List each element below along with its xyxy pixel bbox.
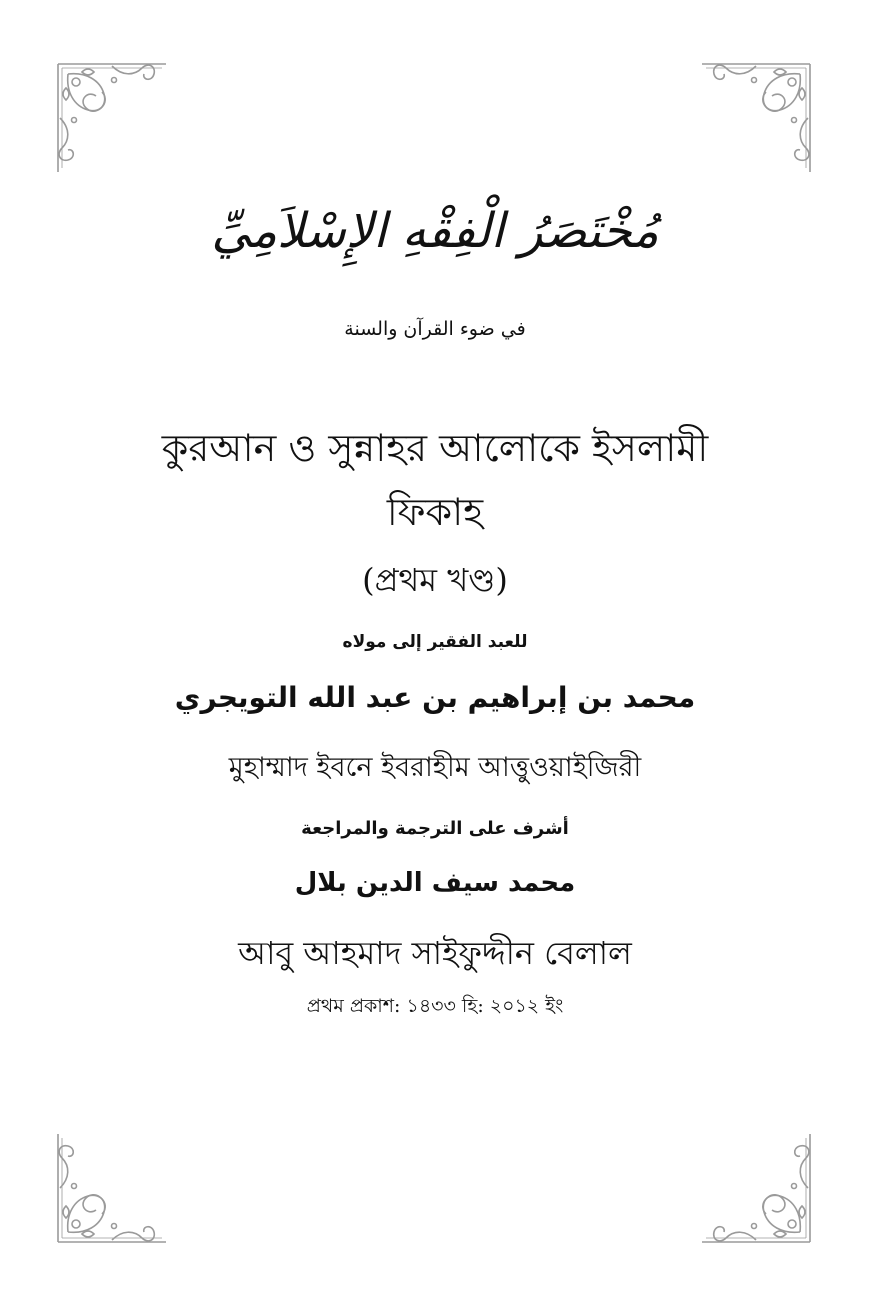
corner-ornament-icon (696, 58, 816, 178)
arabic-title: مُخْتَصَرُ الْفِقْهِ الإِسْلاَمِيِّ (211, 203, 659, 259)
bengali-title-line-2: ফিকাহ (386, 490, 484, 534)
corner-ornament-icon (696, 1128, 816, 1248)
supervision-label-arabic: أشرف على الترجمة والمراجعة (301, 818, 569, 839)
author-intro-arabic: للعبد الفقير إلى مولاه (342, 632, 528, 652)
volume-label: (প্রথম খণ্ড) (362, 561, 508, 599)
author-name-bengali: মুহাম্মাদ ইবনে ইবরাহীম আত্তুওয়াইজিরী (228, 752, 642, 783)
author-name-arabic: محمد بن إبراهيم بن عبد الله التويجري (174, 681, 696, 714)
translator-name-arabic: محمد سيف الدين بلال (294, 868, 576, 898)
bengali-title-line-1: কুরআন ও সুন্নাহর আলোকে ইসলামী (161, 426, 709, 470)
corner-ornament-icon (52, 1128, 172, 1248)
arabic-subtitle: في ضوء القرآن والسنة (344, 318, 526, 340)
publication-info: প্রথম প্রকাশ: ১৪৩৩ হি: ২০১২ ইং (306, 995, 564, 1017)
translator-name-bengali: আবু আহমাদ সাইফুদ্দীন বেলাল (238, 934, 632, 972)
corner-ornament-icon (52, 58, 172, 178)
